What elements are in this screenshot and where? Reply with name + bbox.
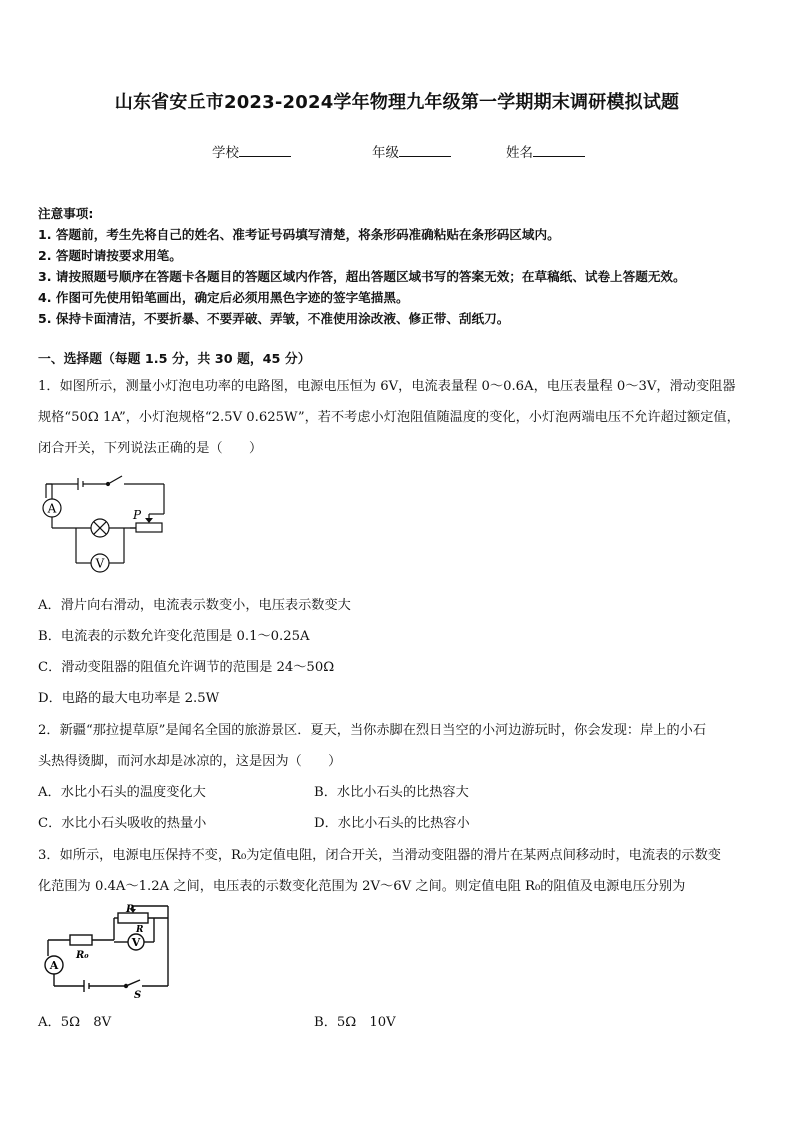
q3-r0-label: R₀ bbox=[76, 950, 89, 961]
name-label: 姓名 bbox=[506, 145, 533, 161]
notice-item: 4. 作图可先使用铅笔画出，确定后必须用黑色字迹的签字笔描黑。 bbox=[38, 290, 409, 305]
grade-field bbox=[372, 141, 451, 161]
q1-option-a: A．滑片向右滑动，电流表示数变小，电压表示数变大 bbox=[38, 598, 351, 613]
name-field bbox=[506, 141, 585, 161]
q2-line: 头热得烫脚，而河水却是冰凉的，这是因为（ ） bbox=[38, 754, 342, 769]
notice-heading: 注意事项: bbox=[38, 206, 94, 221]
q3-line: 化范围为 0.4A～1.2A 之间，电压表的示数变化范围为 2V～6V 之间。则定值电阻 R₀的阻值及电源电压分别为 bbox=[38, 879, 686, 894]
notice-item: 1. 答题前，考生先将自己的姓名、准考证号码填写清楚，将条形码准确粘贴在条形码区域内。 bbox=[38, 227, 560, 242]
q3-ammeter-label: A bbox=[49, 959, 59, 972]
grade-label: 年级 bbox=[372, 145, 399, 161]
q3-voltmeter-label: V bbox=[131, 936, 141, 949]
section-heading: 一、选择题（每题 1.5 分，共 30 题，45 分） bbox=[38, 352, 311, 367]
name-blank bbox=[533, 142, 585, 157]
q1-option-c: C．滑动变阻器的阻值允许调节的范围是 24～50Ω bbox=[38, 660, 335, 675]
slider-label: P bbox=[133, 508, 142, 522]
q1-line: 规格“50Ω 1A”，小灯泡规格“2.5V 0.625W”，若不考虑小灯泡阻值随温度的变化，小灯泡两端电压不允许超过额定值， bbox=[38, 410, 740, 425]
notice-item: 3. 请按照题号顺序在答题卡各题目的答题区域内作答，超出答题区域书写的答案无效；在草稿纸、试卷上答题无效。 bbox=[38, 269, 686, 284]
grade-blank bbox=[399, 142, 451, 157]
page-title: 山东省安丘市2023-2024学年物理九年级第一学期期末调研模拟试题 bbox=[114, 92, 680, 113]
q3-line: 3．如所示，电源电压保持不变，R₀为定值电阻，闭合开关，当滑动变阻器的滑片在某两点间移动时，电流表的示数变 bbox=[38, 848, 721, 863]
q2-line: 2．新疆“那拉提草原”是闻名全国的旅游景区．夏天，当你赤脚在烈日当空的小河边游玩时，你会发现：岸上的小石 bbox=[38, 723, 707, 738]
q2-option-a: A．水比小石头的温度变化大 bbox=[38, 785, 206, 800]
school-field bbox=[212, 141, 291, 161]
school-blank bbox=[239, 142, 291, 157]
q1-option-b: B．电流表的示数允许变化范围是 0.1～0.25A bbox=[38, 629, 310, 644]
q3-resistor-label: R bbox=[136, 925, 144, 935]
q3-slider-label: P bbox=[126, 904, 134, 915]
voltmeter-label: V bbox=[95, 556, 105, 571]
q1-line: 闭合开关，下列说法正确的是（ ） bbox=[38, 441, 263, 456]
q3-circuit-diagram bbox=[36, 900, 176, 1002]
ammeter-label: A bbox=[47, 501, 57, 516]
q2-option-b: B．水比小石头的比热容大 bbox=[314, 785, 469, 800]
q3-switch-label: S bbox=[134, 990, 142, 1001]
q1-circuit-diagram bbox=[36, 468, 176, 580]
q2-option-c: C．水比小石头吸收的热量小 bbox=[38, 816, 207, 831]
q2-option-d: D．水比小石头的比热容小 bbox=[314, 816, 470, 831]
q1-line: 1．如图所示，测量小灯泡电功率的电路图，电源电压恒为 6V，电流表量程 0～0.6A，电压表量程 0～3V，滑动变阻器 bbox=[38, 379, 736, 394]
q1-option-d: D．电路的最大电功率是 2.5W bbox=[38, 691, 220, 706]
q3-option-a: A．5Ω 8V bbox=[38, 1015, 112, 1030]
q3-option-b: B．5Ω 10V bbox=[314, 1015, 396, 1030]
notice-item: 5. 保持卡面清洁，不要折暴、不要弄破、弄皱，不准使用涂改液、修正带、刮纸刀。 bbox=[38, 311, 510, 326]
notice-item: 2. 答题时请按要求用笔。 bbox=[38, 248, 182, 263]
school-label: 学校 bbox=[212, 145, 239, 161]
